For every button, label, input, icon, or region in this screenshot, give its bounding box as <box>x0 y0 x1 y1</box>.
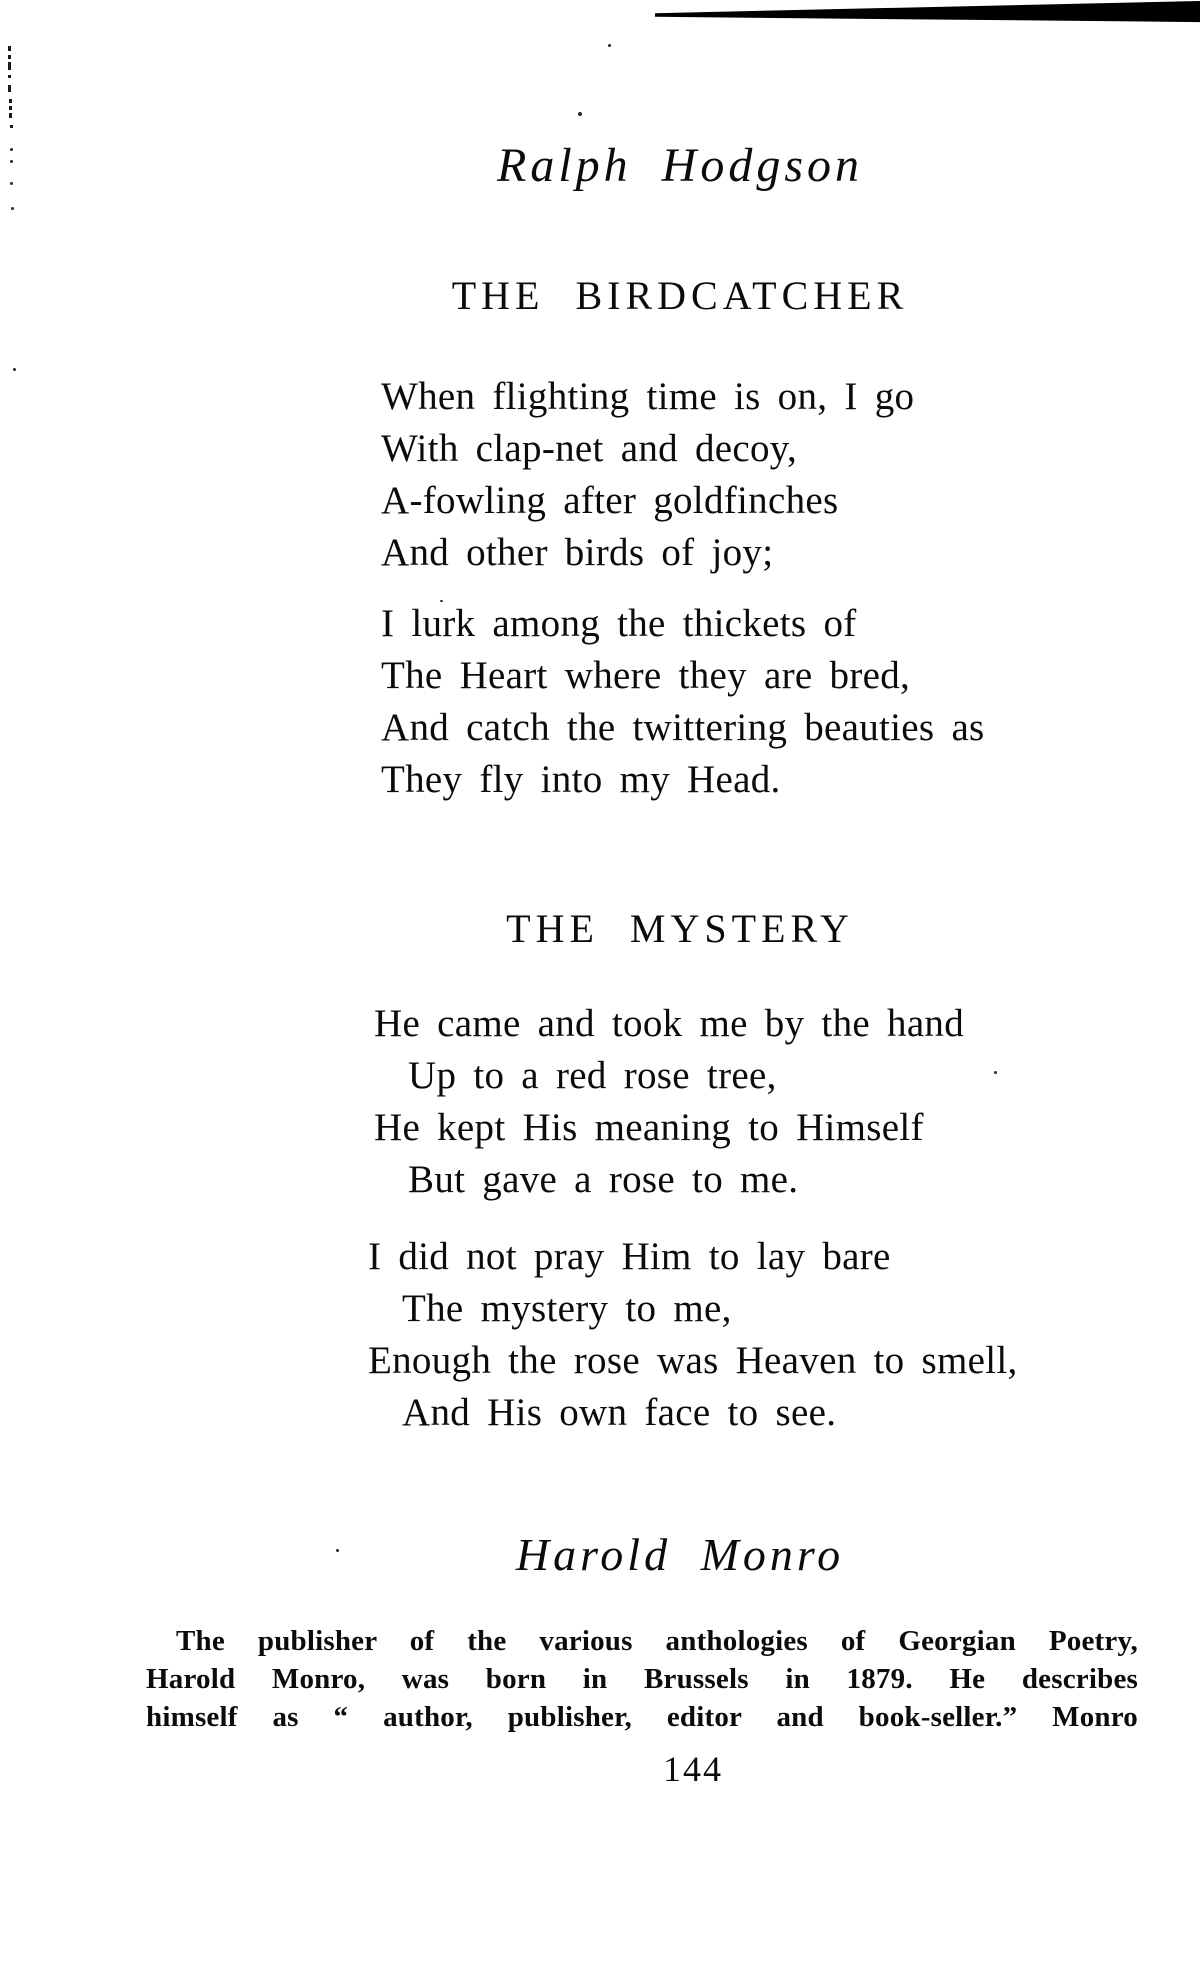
poem-line: He came and took me by the hand <box>374 1002 965 1045</box>
poem-line: Enough the rose was Heaven to smell, <box>368 1339 1018 1382</box>
poem-line: And other birds of joy; <box>381 531 774 574</box>
scan-artifact-margin-mark <box>8 75 11 78</box>
poem-line: A-fowling after goldfinches <box>381 479 839 522</box>
poem-line: I did not pray Him to lay bare <box>368 1235 891 1278</box>
poem-stanza <box>368 1231 1018 1439</box>
scan-artifact-margin-mark <box>8 55 11 59</box>
poem-line: I lurk among the thickets of <box>381 602 857 645</box>
poem-line: Up to a red rose tree, <box>408 1054 777 1097</box>
scan-artifact-margin-mark <box>10 125 13 128</box>
poem-line: But gave a rose to me. <box>408 1158 799 1201</box>
bio-line: The publisher of the various anthologies of Georgian Poetry, <box>176 1625 1138 1657</box>
scan-artifact-speck <box>578 112 582 116</box>
poem-line: And His own face to see. <box>402 1391 837 1434</box>
scan-artifact-speck <box>994 1071 997 1074</box>
scan-artifact-speck <box>11 207 14 210</box>
scan-artifact-margin-mark <box>8 46 11 51</box>
scan-artifact-margin-mark <box>8 85 11 92</box>
poem-stanza <box>374 998 964 1206</box>
author-bio-paragraph <box>146 1622 1138 1736</box>
poem-line: When flighting time is on, I go <box>381 375 915 418</box>
poem-title-the-birdcatcher: THE BIRDCATCHER <box>451 273 909 318</box>
scan-artifact-margin-mark <box>9 113 12 118</box>
poem-stanza <box>381 371 914 579</box>
bio-line: Harold Monro, was born in Brussels in 1879. He describes <box>146 1663 1138 1695</box>
poem-line: And catch the twittering beauties as <box>381 706 985 749</box>
scan-artifact-margin-mark <box>8 62 11 70</box>
page-number: 144 <box>663 1749 723 1789</box>
poem-line: The mystery to me, <box>402 1287 732 1330</box>
bio-line: himself as “ author, publisher, editor and book-seller.” Monro <box>146 1701 1138 1733</box>
scan-artifact-speck <box>608 44 611 47</box>
scan-artifact-margin-mark <box>9 106 12 110</box>
poem-stanza <box>381 598 985 806</box>
scan-artifact-speck <box>13 368 16 371</box>
poem-line: With clap-net and decoy, <box>381 427 798 470</box>
author-heading-ralph-hodgson: Ralph Hodgson <box>497 139 863 192</box>
author-heading-harold-monro: Harold Monro <box>515 1529 845 1580</box>
scan-artifact-top-rule <box>655 0 1200 24</box>
poem-title-the-mystery: THE MYSTERY <box>506 906 854 951</box>
poem-line: He kept His meaning to Himself <box>374 1106 924 1149</box>
poem-line: The Heart where they are bred, <box>381 654 911 697</box>
poem-line: They fly into my Head. <box>381 758 781 801</box>
scan-artifact-margin-mark <box>9 99 12 103</box>
